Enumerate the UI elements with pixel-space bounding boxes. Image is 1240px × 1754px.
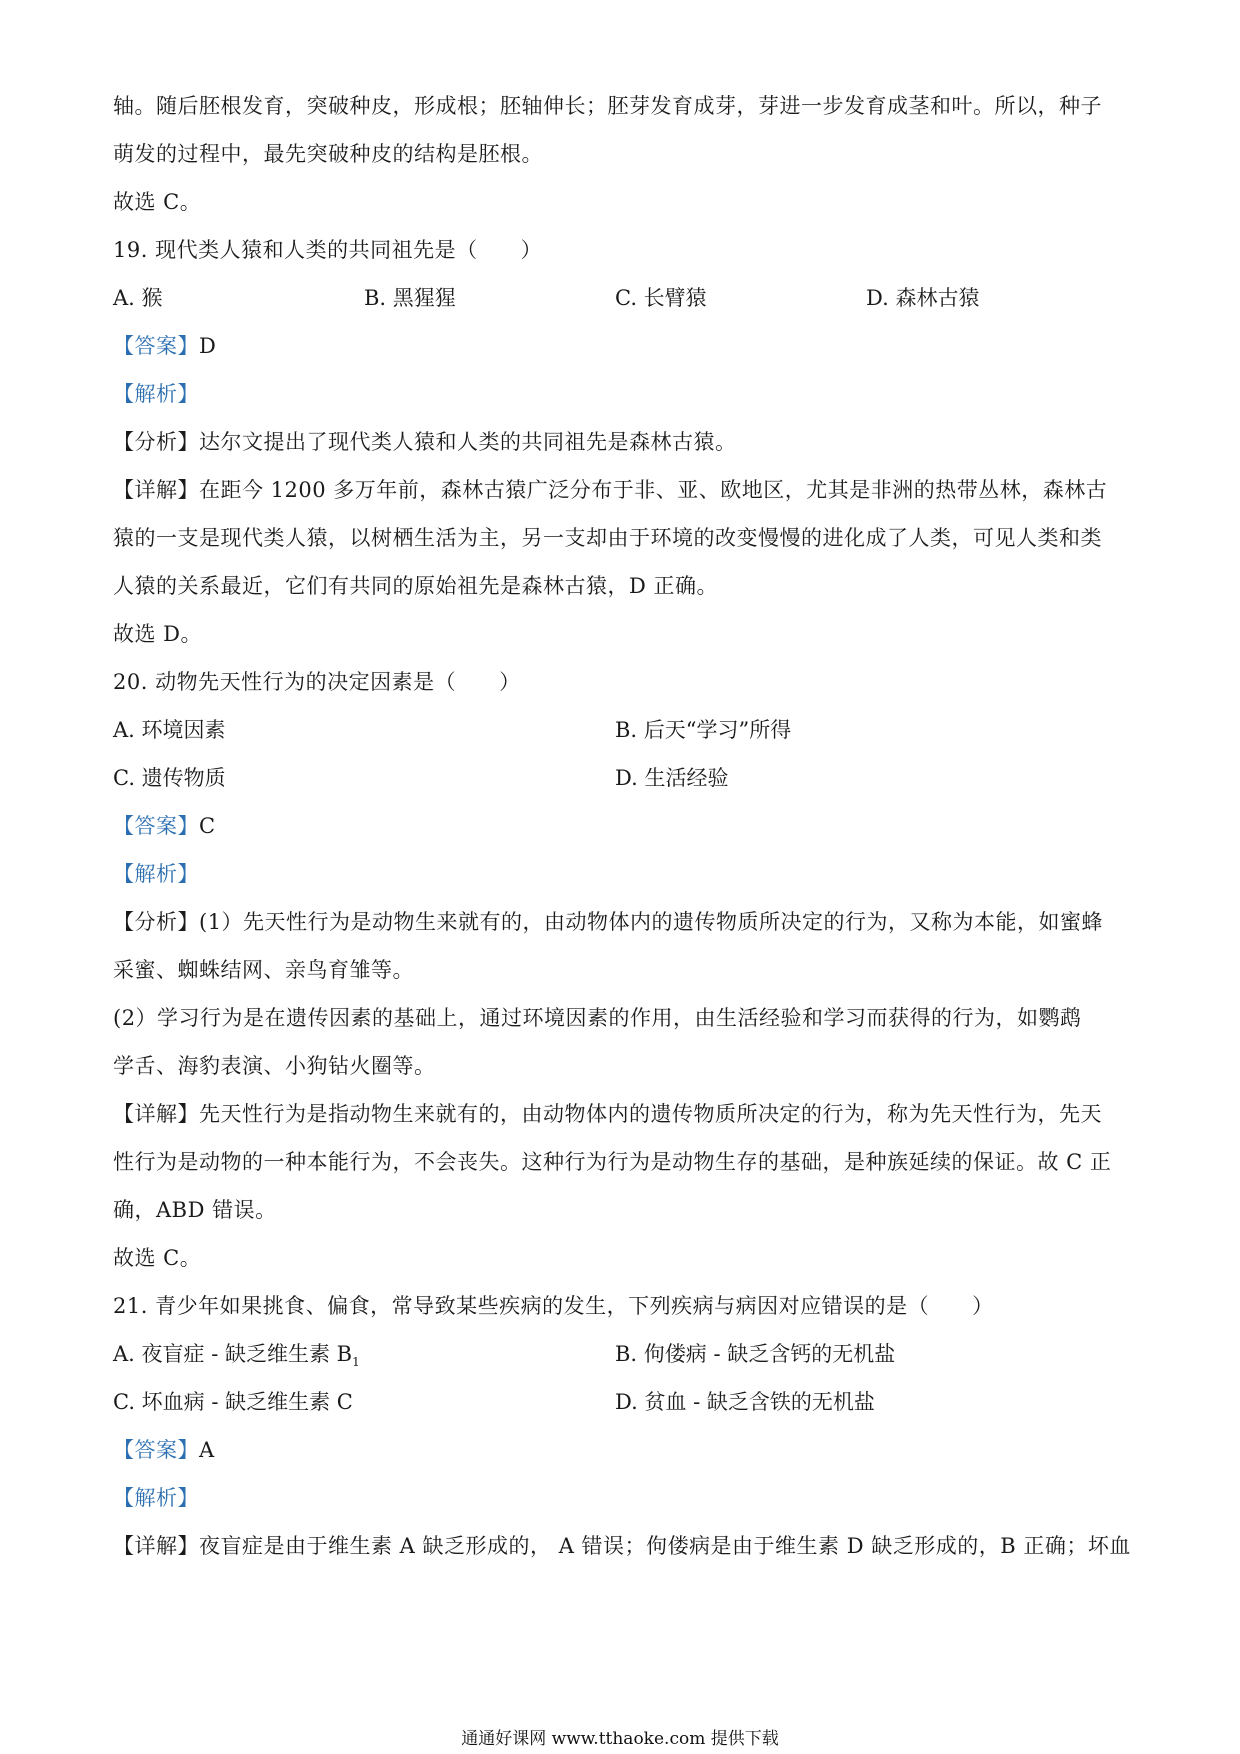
q19-option-d: D. 森林古猿	[866, 286, 980, 310]
q19-conclusion: 故选 D。	[113, 622, 203, 646]
q20-conclusion: 故选 C。	[113, 1246, 202, 1270]
q20-option-d: D. 生活经验	[615, 766, 729, 790]
jiexi-label: 【解析】	[113, 862, 199, 886]
page-footer: 通通好课网 www.tthaoke.com 提供下载	[461, 1729, 779, 1749]
q20-detail-line	[113, 1100, 1102, 1128]
question-21-stem: 21. 青少年如果挑食、偏食，常导致某些疾病的发生，下列疾病与病因对应错误的是（ ）	[113, 1294, 994, 1318]
q20-fenxi-line: 学舌、海豹表演、小狗钻火圈等。	[113, 1054, 436, 1078]
answer-value: C	[199, 814, 216, 838]
detail-text: 在距今 1200 多万年前，森林古猿广泛分布于非、亚、欧地区，尤其是非洲的热带丛林，森林古	[199, 478, 1108, 502]
q20-option-a: A. 环境因素	[113, 718, 226, 742]
q19-detail-line: 人猿的关系最近，它们有共同的原始祖先是森林古猿，D 正确。	[113, 574, 719, 598]
xiangjie-label: 【详解】	[113, 478, 199, 502]
q19-detail-line	[113, 476, 1107, 504]
answer-label: 【答案】	[113, 814, 199, 838]
question-20-stem: 20. 动物先天性行为的决定因素是（ ）	[113, 670, 521, 694]
q19-jiexi	[113, 380, 199, 408]
answer-value: A	[199, 1438, 215, 1462]
xiangjie-label: 【详解】	[113, 1534, 199, 1558]
xiangjie-label: 【详解】	[113, 1102, 199, 1126]
paragraph-line: 轴。随后胚根发育，突破种皮，形成根；胚轴伸长；胚芽发育成芽，芽进一步发育成茎和叶。所以，种子	[113, 94, 1102, 118]
detail-text: 夜盲症是由于维生素 A 缺乏形成的， A 错误；佝偻病是由于维生素 D 缺乏形成的，B 正确；坏血	[199, 1534, 1131, 1558]
q19-fenxi	[113, 428, 737, 456]
fenxi-label: 【分析】	[113, 430, 199, 454]
subscript: 1	[352, 1355, 360, 1370]
q21-answer	[113, 1436, 215, 1464]
q19-option-c: C. 长臂猿	[615, 286, 707, 310]
answer-label: 【答案】	[113, 334, 199, 358]
fenxi-label: 【分析】	[113, 910, 199, 934]
q20-fenxi-line: (2）学习行为是在遗传因素的基础上，通过环境因素的作用，由生活经验和学习而获得的行为，如鹦鹉	[113, 1006, 1082, 1030]
q21-option-b: B. 佝偻病 - 缺乏含钙的无机盐	[615, 1342, 896, 1366]
q20-detail-line: 性行为是动物的一种本能行为，不会丧失。这种行为行为是动物生存的基础，是种族延续的保证。故 C 正	[113, 1150, 1112, 1174]
paragraph-line: 萌发的过程中，最先突破种皮的结构是胚根。	[113, 142, 543, 166]
fenxi-text: 达尔文提出了现代类人猿和人类的共同祖先是森林古猿。	[199, 430, 737, 454]
q21-detail-line	[113, 1532, 1131, 1560]
question-19-stem: 19. 现代类人猿和人类的共同祖先是（ ）	[113, 238, 543, 262]
conclusion-line: 故选 C。	[113, 190, 202, 214]
answer-value: D	[199, 334, 217, 358]
q20-option-b: B. 后天“学习”所得	[615, 718, 792, 742]
q19-answer	[113, 332, 216, 360]
q20-fenxi-line	[113, 908, 1103, 936]
jiexi-label: 【解析】	[113, 1486, 199, 1510]
detail-text: 先天性行为是指动物生来就有的，由动物体内的遗传物质所决定的行为，称为先天性行为，先天	[199, 1102, 1102, 1126]
q19-option-a: A. 猴	[113, 286, 163, 310]
jiexi-label: 【解析】	[113, 382, 199, 406]
q21-option-a	[113, 1340, 360, 1376]
q21-option-d: D. 贫血 - 缺乏含铁的无机盐	[615, 1390, 875, 1414]
q20-jiexi	[113, 860, 199, 888]
q20-fenxi-line: 采蜜、蜘蛛结网、亲鸟育雏等。	[113, 958, 414, 982]
q21-option-c: C. 坏血病 - 缺乏维生素 C	[113, 1390, 353, 1414]
q20-detail-line: 确，ABD 错误。	[113, 1198, 277, 1222]
fenxi-text: (1）先天性行为是动物生来就有的，由动物体内的遗传物质所决定的行为，又称为本能，如蜜蜂	[199, 910, 1104, 934]
answer-label: 【答案】	[113, 1438, 199, 1462]
q19-detail-line: 猿的一支是现代类人猿，以树栖生活为主，另一支却由于环境的改变慢慢的进化成了人类，可见人类和类	[113, 526, 1102, 550]
q20-option-c: C. 遗传物质	[113, 766, 226, 790]
q21-jiexi	[113, 1484, 199, 1512]
q19-option-b: B. 黑猩猩	[364, 286, 456, 310]
option-text: A. 夜盲症 - 缺乏维生素 B	[113, 1342, 353, 1366]
q20-answer	[113, 812, 216, 840]
